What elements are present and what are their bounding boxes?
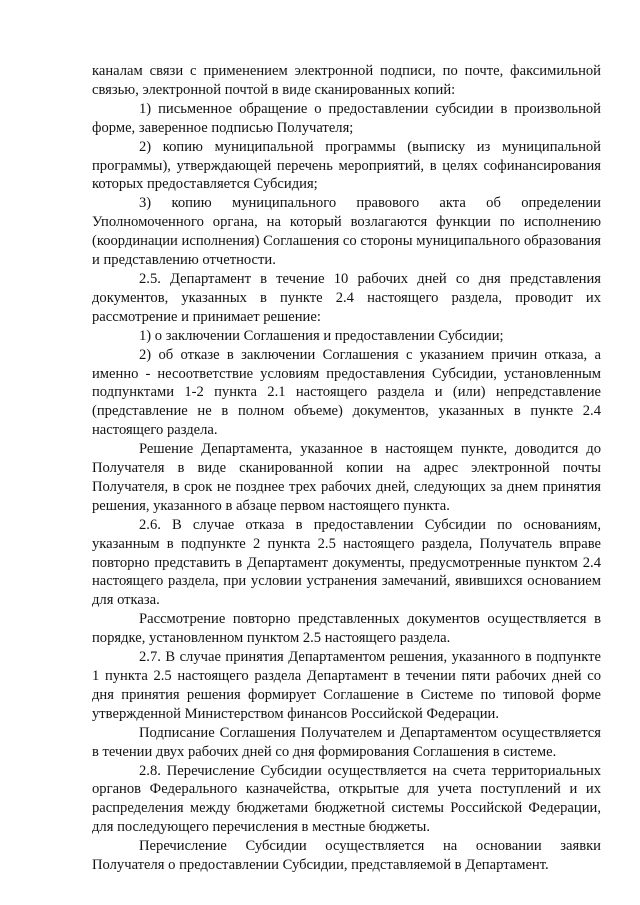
paragraph-resubmission-review: Рассмотрение повторно представленных документов осуществляется в порядке, установленном пунктом 2.5 настоящего раздела.: [92, 611, 601, 647]
paragraph-submission-channels: каналам связи с применением электронной подписи, по почте, факсимильной связью, электронной почтой в виде сканированных копий:: [92, 63, 601, 98]
paragraph-clause-2-5: 2.5. Департамент в течение 10 рабочих дней со дня представления документов, указанных в пункте 2.4 настоящего раздела, проводит их рассмотрение и принимает решение:: [92, 270, 601, 325]
document-body: [92, 62, 601, 875]
paragraph-item-program-copy: 2) копию муниципальной программы (выписку из муниципальной программы), утверждающей перечень мероприятий, в целях софинансирования которых предоставляется Субсидия;: [92, 138, 601, 193]
paragraph-clause-2-6: 2.6. В случае отказа в предоставлении Субсидии по основаниям, указанным в подпункте 2 пункта 2.5 настоящего раздела, Получатель вправе повторно представить в Департамент документы, предусмотренные пунктом 2.4 настоящего раздела, при условии устранения замечаний, явившихся основанием для отказа.: [92, 516, 601, 609]
paragraph-clause-2-8: 2.8. Перечисление Субсидии осуществляется на счета территориальных органов Федерального казначейства, открытые для учета поступлений и их распределения между бюджетами бюджетной системы Российской Федерации, для последующего перечисления в местные бюджеты.: [92, 762, 601, 836]
paragraph-decision-approve: 1) о заключении Соглашения и предоставлении Субсидии;: [139, 327, 504, 344]
paragraph-clause-2-7: 2.7. В случае принятия Департаментом решения, указанного в подпункте 1 пункта 2.5 настоящего раздела Департамент в течении пяти рабочих дней со дня принятия решения формирует Соглашение в Системе по типовой форме утвержденной Министерством финансов Российской Федерации.: [92, 649, 601, 722]
paragraph-item-written-request: 1) письменное обращение о предоставлении субсидии в произвольной форме, заверенное подписью Получателя;: [92, 100, 601, 136]
paragraph-signing: Подписание Соглашения Получателем и Департаментом осуществляется в течении двух рабочих дней со дня формирования Соглашения в системе.: [92, 724, 601, 760]
paragraph-decision-notice: Решение Департамента, указанное в настоящем пункте, доводится до Получателя в виде сканированной копии на адрес электронной почты Получателя, в срок не позднее трех рабочих дней, следующих за днем принятия решения, указанного в абзаце первом настоящего пункта.: [92, 441, 601, 514]
paragraph-decision-refuse: 2) об отказе в заключении Соглашения с указанием причин отказа, а именно - несоответствие условиям предоставления Субсидии, установленным подпунктами 1-2 пункта 2.1 настоящего раздела и (или) непредставление (представление не в полном объеме) документов, указанных в пункте 2.4 настоящего раздела.: [92, 346, 601, 439]
paragraph-transfer-request: Перечисление Субсидии осуществляется на основании заявки Получателя о предоставлении Субсидии, представляемой в Департамент.: [92, 838, 601, 874]
paragraph-item-legal-act-copy: 3) копию муниципального правового акта об определении Уполномоченного органа, на который возлагаются функции по исполнению (координации исполнения) Соглашения со стороны муниципального образования и представлению отчетности.: [92, 195, 601, 269]
